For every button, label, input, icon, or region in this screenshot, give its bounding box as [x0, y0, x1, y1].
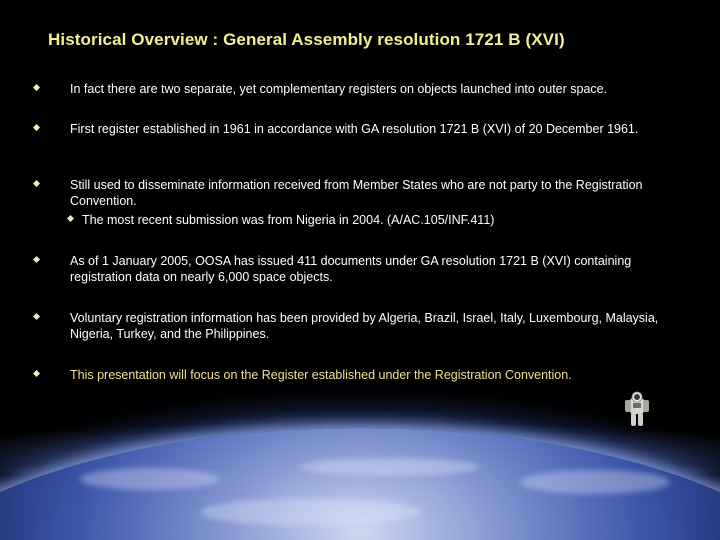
cloud-shape: [200, 498, 420, 526]
cloud-shape: [300, 458, 480, 476]
bullet-diamond-icon: [33, 370, 40, 377]
bullet-text: First register established in 1961 in accordance with GA resolution 1721 B (XVI) of 20 December 1961.: [70, 122, 639, 136]
bullet-diamond-icon: [67, 215, 74, 222]
astronaut-icon: [622, 390, 652, 430]
bullet-text: Still used to disseminate information received from Member States who are not party to the Registration Convention.: [70, 178, 643, 208]
bullet-diamond-icon: [33, 256, 40, 263]
bullet-diamond-icon: [33, 84, 40, 91]
bullet-text-highlight: This presentation will focus on the Register established under the Registration Convention.: [70, 368, 572, 382]
bullet-diamond-icon: [33, 180, 40, 187]
bullet-diamond-icon: [33, 124, 40, 131]
cloud-shape: [80, 468, 220, 490]
bullet-text: As of 1 January 2005, OOSA has issued 411 documents under GA resolution 1721 B (XVI) containing registration data on nearly 6,000 space objects.: [70, 254, 632, 284]
bullet-text: Voluntary registration information has been provided by Algeria, Brazil, Israel, Italy, Luxembourg, Malaysia, Nigeria, Turkey, and the Philippines.: [70, 311, 659, 341]
slide-title: Historical Overview : General Assembly resolution 1721 B (XVI): [48, 30, 565, 49]
cloud-shape: [520, 470, 670, 494]
sub-bullet-text: The most recent submission was from Nigeria in 2004. (A/AC.105/INF.411): [82, 213, 495, 227]
bullet-diamond-icon: [33, 313, 40, 320]
bullet-text: In fact there are two separate, yet complementary registers on objects launched into outer space.: [70, 82, 608, 96]
